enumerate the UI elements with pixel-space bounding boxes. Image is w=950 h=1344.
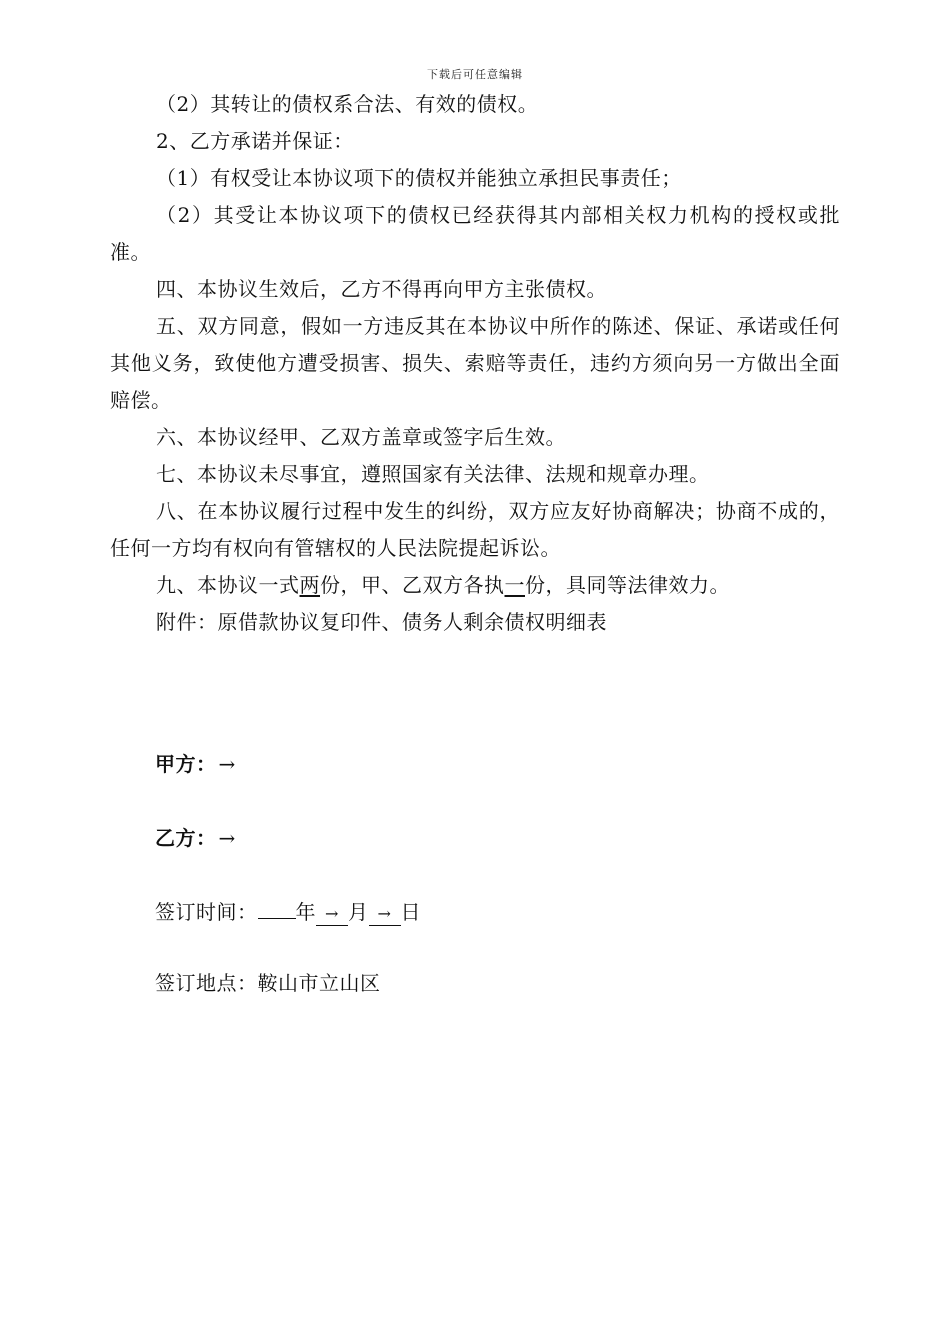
clause-2-heading: 2、乙方承诺并保证： (156, 129, 354, 153)
clause-4: 四、本协议生效后，乙方不得再向甲方主张债权。 (156, 277, 607, 301)
party-a-arrow-icon: → (218, 752, 236, 776)
date-label: 签订时间： (155, 900, 258, 924)
clause-9-part3: 份，具同等法律效力。 (525, 573, 730, 597)
party-b-line (155, 822, 236, 851)
clause-9-part1: 九、本协议一式 (156, 573, 300, 597)
party-b-label: 乙方： (155, 826, 217, 850)
clause-2-1: （1）有权受让本协议项下的债权并能独立承担民事责任； (156, 166, 682, 190)
day-arrow-icon: → (377, 904, 392, 923)
party-a-line (155, 748, 236, 777)
clause-9-part2: 份，甲、乙双方各执 (320, 573, 505, 597)
clause-7: 七、本协议未尽事宜，遵照国家有关法律、法规和规章办理。 (156, 462, 710, 486)
clause-1-2: （2）其转让的债权系合法、有效的债权。 (156, 92, 539, 116)
day-blank (369, 903, 401, 926)
year-unit: 年 (295, 900, 316, 924)
clause-5: 五、双方同意，假如一方违反其在本协议中所作的陈述、保证、承诺或任何其他义务，致使他方遭受损害、损失、索赔等责任，违约方须向另一方做出全面赔偿。 (110, 314, 840, 412)
signing-place-line (155, 967, 381, 996)
clause-2-2: （2）其受让本协议项下的债权已经获得其内部相关权力机构的授权或批准。 (110, 203, 840, 264)
attachment-line: 附件：原借款协议复印件、债务人剩余债权明细表 (156, 610, 607, 634)
month-blank (316, 903, 348, 926)
place-value: 鞍山市立山区 (257, 971, 381, 995)
month-unit: 月 (348, 900, 369, 924)
party-b-arrow-icon: → (218, 826, 236, 850)
clause-9-copies-total: 两 (299, 573, 320, 597)
party-a-label: 甲方： (155, 752, 217, 776)
signing-date-line (155, 896, 421, 926)
day-unit: 日 (400, 900, 421, 924)
clause-6: 六、本协议经甲、乙双方盖章或签字后生效。 (156, 425, 566, 449)
year-blank (258, 918, 296, 919)
clause-9-copies-each: 一 (504, 573, 525, 597)
clause-9 (110, 567, 840, 604)
place-label: 签订地点： (155, 971, 258, 995)
clause-8: 八、在本协议履行过程中发生的纠纷，双方应友好协商解决；协商不成的，任何一方均有权向有管辖权的人民法院提起诉讼。 (110, 499, 840, 560)
month-arrow-icon: → (325, 904, 339, 923)
header-note: 下载后可任意编辑 (427, 68, 523, 81)
agreement-body (110, 86, 840, 641)
